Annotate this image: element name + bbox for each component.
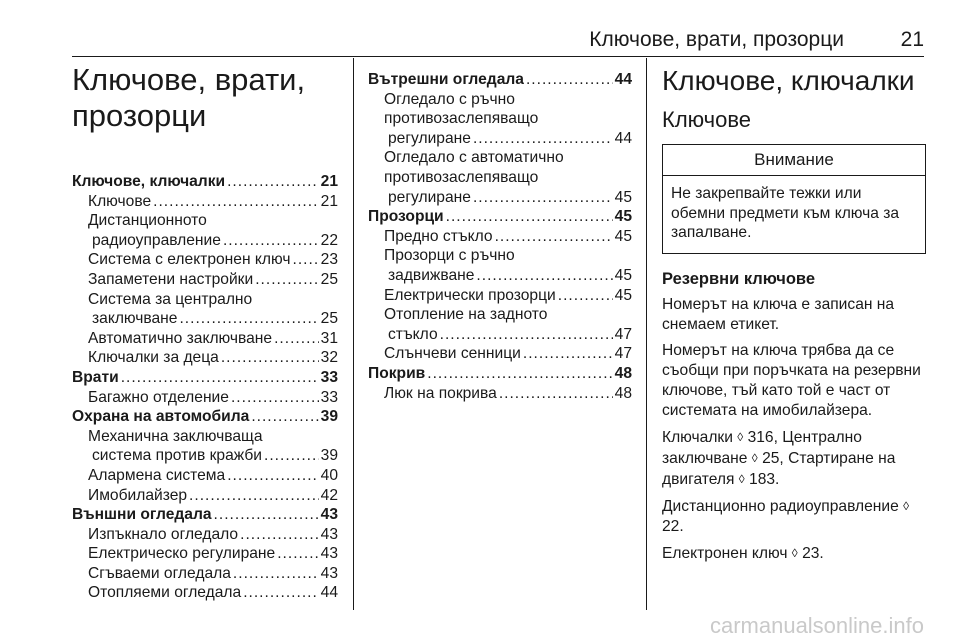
toc-entry[interactable]: [72, 446, 338, 466]
cross-reference[interactable]: Ключалки ◊ 316, Централно заключване ◊ 25, Стартиране на двигателя ◊ 183.: [662, 428, 896, 488]
toc-page-number: 45: [614, 188, 632, 206]
dot-leader: [558, 286, 613, 306]
reference-arrow-icon: ◊: [751, 450, 758, 465]
toc-column-1: [72, 58, 338, 603]
toc-entry[interactable]: [368, 266, 632, 286]
toc-page-number: 39: [320, 408, 338, 426]
toc-entry[interactable]: [72, 544, 338, 564]
toc-page-number: 47: [614, 345, 632, 363]
toc-entry-line: противозаслепяващо: [384, 168, 539, 186]
toc-page-number: 43: [320, 545, 338, 563]
toc-entry-title: Запаметени настройки: [88, 270, 254, 288]
toc-page-number: 44: [614, 71, 632, 88]
toc-entry-title: система против кражби: [92, 447, 263, 465]
toc-entry-title: регулиране: [388, 129, 471, 147]
toc-entry-title: Сгъваеми огледала: [88, 564, 231, 582]
toc-entry-title: Врати: [72, 368, 119, 386]
watermark: carmanualsonline.info: [709, 613, 924, 638]
toc-entry[interactable]: [72, 192, 338, 212]
toc-entry[interactable]: [368, 227, 632, 247]
running-header-title: Ключове, врати, прозорци: [589, 28, 844, 51]
toc-entry-title: Отопляеми огледала: [88, 584, 242, 602]
running-header: [72, 28, 924, 58]
toc-entry-title: радиоуправление: [92, 231, 221, 249]
toc-entry-title: Изпъкнало огледало: [88, 525, 239, 543]
toc-section-entry[interactable]: [72, 368, 338, 388]
toc-entry[interactable]: [72, 583, 338, 603]
toc-entry[interactable]: [72, 250, 338, 270]
toc-page-number: 48: [614, 364, 632, 382]
toc-page-number: 44: [320, 584, 338, 602]
toc-page-number: 43: [320, 564, 338, 582]
dot-leader: [446, 207, 613, 227]
dot-leader: [223, 231, 319, 251]
toc-entry[interactable]: [368, 325, 632, 345]
paragraph: Номерът на ключа трябва да се съобщи при поръчката на резервни ключове, тъй като той е част от системата на имобилайзера.: [662, 341, 921, 419]
toc-entry[interactable]: [72, 466, 338, 486]
toc-page-number: 45: [614, 227, 632, 245]
toc-entry[interactable]: [72, 231, 338, 251]
dot-leader: [233, 564, 319, 584]
toc-column-2: [368, 58, 632, 403]
toc-entry[interactable]: [72, 329, 338, 349]
spare-keys-heading: Резервни ключове: [662, 269, 816, 288]
toc-entry-title: Автоматично заключване: [88, 329, 273, 347]
reference-arrow-icon: ◊: [737, 429, 744, 444]
toc-page-number: 45: [614, 266, 632, 284]
toc-entry[interactable]: [72, 309, 338, 329]
toc-entry-title: регулиране: [388, 188, 471, 206]
dot-leader: [240, 525, 319, 545]
toc-entry-title: задвижване: [388, 266, 475, 284]
caution-text: Не закрепвайте тежки или обемни предмети към ключа за запалване.: [671, 185, 900, 242]
toc-page-number: 48: [614, 384, 632, 402]
dot-leader: [473, 129, 613, 149]
section-title: Ключове, ключалки: [662, 65, 915, 96]
column-divider: [353, 58, 354, 610]
toc-entry-line: Огледало с ръчно: [384, 90, 515, 108]
dot-leader: [526, 70, 613, 90]
paragraph: Номерът на ключа е записан на снемаем етикет.: [662, 295, 895, 333]
toc-page-number: 45: [614, 286, 632, 304]
toc-entry-line: Прозорци с ръчно: [384, 247, 515, 265]
dot-leader: [255, 270, 318, 290]
dot-leader: [427, 364, 612, 384]
toc-entry-line: Отопление на задното: [384, 306, 548, 324]
dot-leader: [251, 407, 318, 427]
toc-section-entry[interactable]: [72, 505, 338, 525]
toc-page-number: 21: [320, 192, 338, 210]
section-subtitle: Ключове: [662, 107, 752, 132]
toc-entry-title: Покрив: [368, 364, 426, 382]
dot-leader: [523, 344, 613, 364]
toc-section-entry[interactable]: [368, 207, 632, 227]
dot-leader: [231, 388, 319, 408]
dot-leader: [264, 446, 319, 466]
toc-entry-title: Багажно отделение: [88, 388, 229, 406]
dot-leader: [440, 325, 613, 345]
dot-leader: [274, 329, 319, 349]
dot-leader: [277, 544, 318, 564]
toc-entry-title: Ключове: [88, 192, 152, 210]
toc-page-number: 25: [320, 310, 338, 328]
toc-page-number: 25: [320, 270, 338, 288]
toc-entry-title: заключване: [92, 310, 178, 328]
toc-section-entry[interactable]: [368, 70, 632, 90]
toc-entry-title: Имобилайзер: [88, 486, 188, 504]
toc-entry[interactable]: [72, 525, 338, 545]
toc-entry[interactable]: [72, 486, 338, 506]
toc-page-number: 42: [320, 486, 338, 504]
dot-leader: [473, 188, 613, 208]
table-of-contents: [72, 172, 338, 603]
dot-leader: [214, 505, 319, 525]
toc-page-number: 32: [320, 349, 338, 367]
page-number: 21: [900, 28, 924, 51]
dot-leader: [153, 192, 319, 212]
toc-entry-title: Електрически прозорци: [384, 286, 556, 304]
toc-entry-line: противозаслепяващо: [384, 110, 539, 128]
toc-page-number: 43: [320, 506, 338, 524]
reference-arrow-icon: ◊: [738, 471, 745, 486]
caution-title: Внимание: [663, 145, 925, 176]
dot-leader: [189, 486, 319, 506]
dot-leader: [179, 309, 318, 329]
toc-entry-line: Дистанционното: [88, 212, 207, 230]
toc-section-entry[interactable]: [72, 407, 338, 427]
reference-arrow-icon: ◊: [903, 498, 910, 513]
toc-entry-title: Алармена система: [88, 466, 226, 484]
dot-leader: [227, 466, 318, 486]
toc-page-number: 44: [614, 129, 632, 147]
toc-entry-title: Система с електронен ключ: [88, 251, 291, 269]
cross-reference[interactable]: Електронен ключ ◊ 23.: [662, 544, 824, 562]
caution-box: [662, 144, 926, 254]
toc-page-number: 39: [320, 447, 338, 465]
table-of-contents: [368, 70, 632, 403]
toc-entry-line: Огледало с автоматично: [384, 149, 564, 167]
dot-leader: [476, 266, 612, 286]
toc-page-number: 21: [320, 173, 338, 190]
toc-page-number: 40: [320, 466, 338, 484]
toc-page-number: 45: [614, 208, 632, 226]
toc-entry[interactable]: [368, 344, 632, 364]
dot-leader: [499, 384, 613, 404]
column-divider: [646, 58, 647, 610]
toc-page-number: 43: [320, 525, 338, 543]
toc-page-number: 33: [320, 388, 338, 406]
chapter-title: Ключове, врати, прозорци: [72, 62, 306, 133]
toc-entry-title: Предно стъкло: [384, 227, 493, 245]
toc-entry-line: Механична заключваща: [88, 427, 263, 445]
toc-entry-title: стъкло: [388, 325, 438, 343]
toc-entry-line: Система за централно: [88, 290, 253, 308]
dot-leader: [121, 368, 319, 388]
toc-entry-title: Ключове, ключалки: [72, 173, 226, 190]
toc-entry[interactable]: [72, 388, 338, 408]
toc-entry[interactable]: [368, 129, 632, 149]
toc-page-number: 22: [320, 231, 338, 249]
toc-entry[interactable]: [72, 270, 338, 290]
dot-leader: [221, 348, 319, 368]
toc-entry-title: Охрана на автомобила: [72, 408, 250, 426]
toc-section-entry[interactable]: [368, 364, 632, 384]
toc-entry-title: Прозорци: [368, 208, 444, 226]
toc-entry[interactable]: [368, 384, 632, 404]
cross-reference[interactable]: Дистанционно радиоуправление ◊ 22.: [662, 497, 910, 535]
toc-entry[interactable]: [72, 564, 338, 584]
dot-leader: [243, 583, 318, 603]
toc-entry[interactable]: [72, 348, 338, 368]
toc-entry-title: Външни огледала: [72, 506, 212, 524]
toc-page-number: 31: [320, 329, 338, 347]
toc-entry-title: Слънчеви сенници: [384, 345, 521, 363]
header-rule: [72, 56, 924, 57]
toc-entry[interactable]: [368, 286, 632, 306]
content-column: [662, 58, 926, 564]
toc-section-entry[interactable]: [72, 172, 338, 192]
toc-entry-title: Вътрешни огледала: [368, 71, 524, 88]
toc-entry-title: Ключалки за деца: [88, 349, 219, 367]
dot-leader: [495, 227, 613, 247]
dot-leader: [292, 250, 318, 270]
toc-entry-title: Електрическо регулиране: [88, 545, 276, 563]
dot-leader: [227, 172, 319, 192]
reference-arrow-icon: ◊: [791, 545, 798, 560]
toc-page-number: 23: [320, 251, 338, 269]
toc-entry-title: Люк на покрива: [384, 384, 497, 402]
toc-entry[interactable]: [368, 188, 632, 208]
toc-page-number: 47: [614, 325, 632, 343]
toc-page-number: 33: [320, 368, 338, 386]
